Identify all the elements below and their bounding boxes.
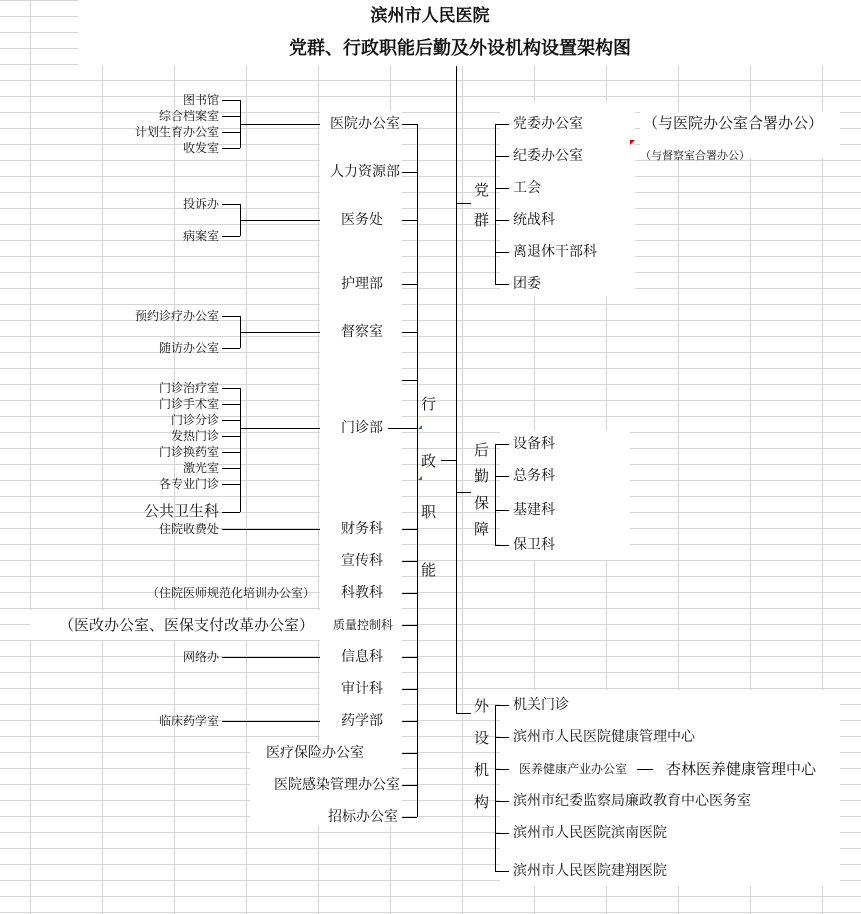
tick [222,116,240,117]
tick [222,452,240,453]
sub-unit: 公共卫生科 [143,502,219,520]
sub-unit: 门诊手术室 [158,397,219,411]
logistics-unit: 总务科 [513,468,555,484]
sub-unit: 临床药学室 [158,714,219,728]
label-waishe-3: 机 [474,761,490,779]
external-column [500,690,840,886]
admin-unit-yiyuan-bangongshi: 医院办公室 [330,116,400,132]
admin-to-center-line [441,460,456,461]
sub-unit: 网络办 [182,650,219,664]
comment-marker [418,425,422,429]
tick [222,388,240,389]
tick [222,512,240,513]
bracket-line [240,388,241,512]
external-unit: 滨州市纪委监察局廉政教育中心医务室 [513,793,751,809]
tick [495,801,509,802]
tick [495,833,509,834]
external-unit: 滨州市人民医院建翔医院 [513,863,667,879]
tick [402,625,417,626]
external-unit: 滨州市人民医院健康管理中心 [513,729,695,745]
tick [495,476,509,477]
admin-unit-ganran: 医院感染管理办公室 [274,777,400,793]
sub-unit: 计划生育办公室 [134,125,219,139]
party-unit: 党委办公室 [513,116,583,132]
label-xingzheng-2: 政 [421,452,437,470]
sub-unit: 住院收费处 [158,522,219,536]
label-houqin-1: 后 [474,441,490,459]
tick [402,785,417,786]
tick [495,188,509,189]
sub-unit: 图书馆 [182,93,219,107]
external-bracket-line [495,705,496,871]
party-note-jiwei: （与督察室合署办公） [640,149,750,162]
tick [222,420,240,421]
label-xingzheng-3: 职 [421,503,437,521]
page-subtitle: 党群、行政职能后勤及外设机构设置架构图 [289,38,631,59]
tick [495,284,509,285]
admin-unit-ducha: 督察室 [341,324,383,340]
admin-unit-menzhen: 门诊部 [341,420,383,436]
external-unit: 医养健康产业办公室 [519,762,628,776]
party-unit: 纪委办公室 [513,148,583,164]
comment-marker [630,140,635,145]
label-dangqun-1: 党 [474,181,490,199]
tick [495,545,509,546]
admin-unit-xuanchuan: 宣传科 [341,553,383,569]
tick [495,510,509,511]
tick [222,468,240,469]
sub-unit: 投诉办 [182,197,219,211]
party-unit: 团委 [513,276,541,292]
tick [222,100,240,101]
party-unit: 工会 [513,180,541,196]
tick [222,348,240,349]
tick [495,705,509,706]
party-note-dangwei: （与医院办公室合署办公） [643,114,824,132]
page-title: 滨州市人民医院 [370,6,490,26]
tick [402,529,417,530]
tick [402,561,417,562]
admin-unit-kejiao: 科教科 [341,585,383,601]
tick [222,204,240,205]
tick [402,172,417,173]
center-to-party-line [456,203,471,204]
sub-unit: 综合档案室 [158,109,219,123]
admin-unit-hulibu: 护理部 [341,276,383,292]
admin-spine-line [417,124,418,817]
tick [495,444,509,445]
party-unit: 统战科 [513,212,555,228]
sub-unit: 发热门诊 [170,429,219,443]
tick [222,236,240,237]
logistics-bracket-line [495,444,496,545]
admin-unit-yibao: 医疗保险办公室 [266,745,364,761]
tick [495,737,509,738]
sub-unit: 各专业门诊 [158,477,219,491]
logistics-unit: 基建科 [513,502,555,518]
admin-unit-caiwu: 财务科 [341,521,383,537]
tick [402,753,417,754]
tick [402,817,417,818]
center-to-external-line [456,713,471,714]
tick [402,657,417,658]
center-spine-line [456,66,457,713]
party-unit: 离退休干部科 [513,244,597,260]
tick [222,484,240,485]
tick [495,769,509,770]
logistics-unit: 保卫科 [513,537,555,553]
tick [402,284,417,285]
admin-unit-yiwuchu: 医务处 [341,212,383,228]
label-xingzheng-4: 能 [421,561,437,579]
tick [495,871,509,872]
label-dangqun-2: 群 [474,211,490,229]
sub-unit-note: （住院医师规范化培训办公室） [146,586,315,600]
tick [402,593,417,594]
logistics-unit: 设备科 [513,436,555,452]
admin-unit-renli-ziyuan: 人力资源部 [330,164,400,180]
tick [402,124,417,125]
tick [402,220,417,221]
tick [388,428,417,429]
external-extra-unit: 杏林医养健康管理中心 [666,760,817,778]
tick [222,316,240,317]
tick [222,404,240,405]
admin-unit-zhaobiao: 招标办公室 [328,809,398,825]
sub-unit: 收发室 [182,141,219,155]
sub-unit: 随访办公室 [158,341,219,355]
admin-unit-zhiliang: 质量控制科 [332,618,393,632]
label-houqin-4: 障 [474,520,490,538]
tick [402,689,417,690]
tick [402,721,417,722]
label-houqin-3: 保 [474,494,490,512]
center-to-logistics-line [456,492,471,493]
label-waishe-4: 构 [474,793,490,811]
label-xingzheng-1: 行 [421,395,437,413]
tick [222,132,240,133]
sub-unit: 门诊分诊 [170,413,219,427]
tick [222,436,240,437]
tick [402,380,417,381]
tick [495,156,509,157]
external-extra-line [637,769,653,770]
party-bracket-line [495,124,496,284]
tick [222,148,240,149]
sub-unit: 门诊治疗室 [158,381,219,395]
sub-unit: 门诊换药室 [158,445,219,459]
admin-unit-shenji: 审计科 [341,681,383,697]
sub-unit: 预约诊疗办公室 [134,309,219,323]
tick [495,220,509,221]
admin-unit-yaoxue: 药学部 [341,713,383,729]
tick [402,332,417,333]
admin-unit-xinxi: 信息科 [341,649,383,665]
sub-unit: 激光室 [182,461,219,475]
external-unit: 滨州市人民医院滨南医院 [513,825,667,841]
tick [495,252,509,253]
sub-unit: 病案室 [182,229,219,243]
comment-marker [418,476,422,480]
tick [495,124,509,125]
label-waishe-1: 外 [474,697,490,715]
external-unit: 机关门诊 [513,697,569,713]
sub-unit-note: （医改办公室、医保支付改革办公室） [58,616,314,634]
label-waishe-2: 设 [474,729,490,747]
label-houqin-2: 勤 [474,467,490,485]
